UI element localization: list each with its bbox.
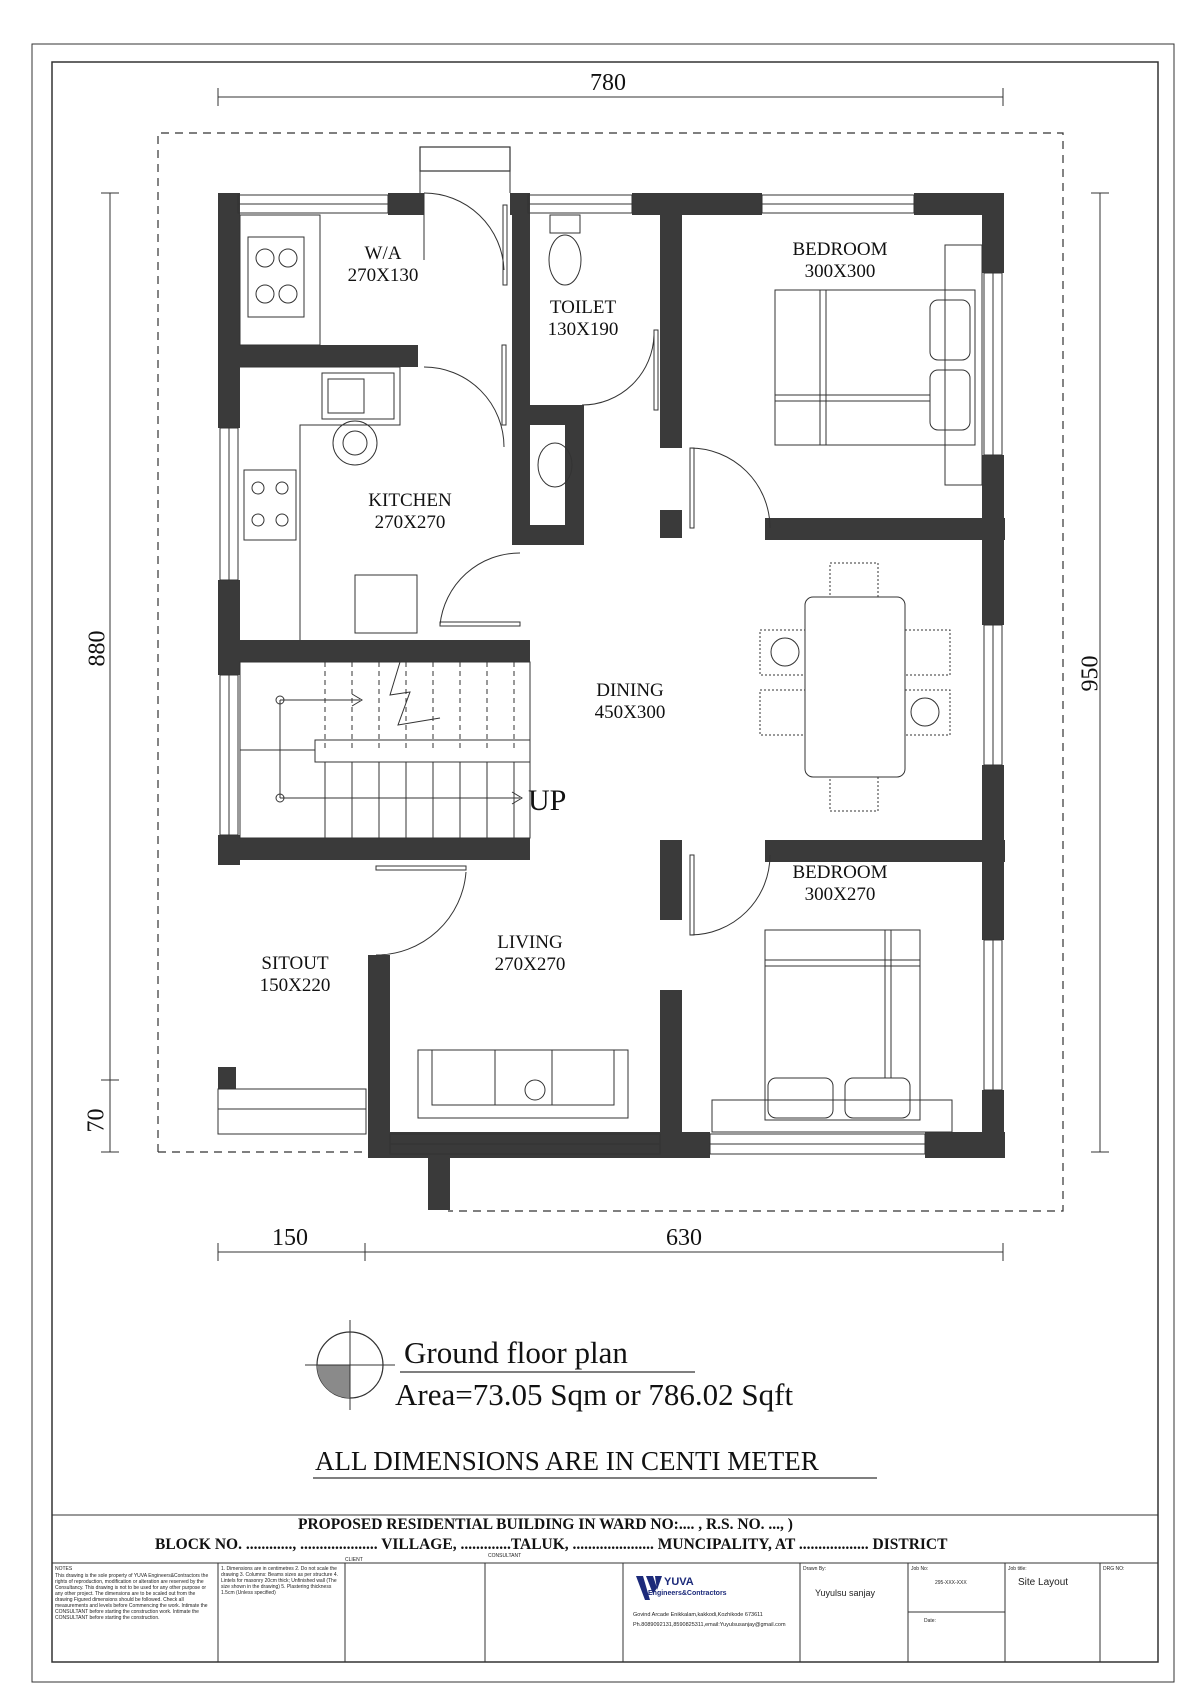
room-size: 270X270: [374, 512, 446, 533]
wa-counter: [240, 215, 320, 345]
room-size: 150X220: [259, 975, 331, 996]
dimension-bottom-left: 150: [272, 1225, 308, 1251]
room-name: KITCHEN: [368, 490, 452, 511]
dimension-right: 950: [1077, 655, 1104, 692]
room-name: BEDROOM: [792, 862, 888, 883]
dimension-left-small: 70: [83, 1108, 110, 1133]
room-dining: [560, 680, 700, 724]
room-bedroom-1: [765, 239, 915, 283]
dining-table: [760, 563, 950, 811]
company-address: Govind Arcade Enikkalam,kakkodi,Kozhikode 673611: [633, 1612, 763, 1618]
staircase: [240, 662, 530, 838]
notes-heading: NOTES: [55, 1566, 73, 1572]
job-no-label: Job No:: [911, 1566, 929, 1572]
date-label: Date:: [924, 1618, 936, 1624]
project-line-2: BLOCK NO. ............, .................... VILLAGE, .............TALUK, ..................... MUNCIPALITY, AT .................. DISTRICT: [155, 1536, 948, 1553]
notes-text: This drawing is the sole property of YUVA Engineers&Contractors the rights of reproduction, modification or alteration are reserved by the Consultancy. This drawing is not to be used for any other purpose or any other project. The dimensions are to be scaled out from the drawing Figured dimensions should be followed. Check all measurements and levels before Commencing the work. Intimate the CONSULTANT before starting the construction work. Intimate the CONSULTANT before starting the construction.: [55, 1573, 209, 1621]
spec-notes: 1. Dimensions are in centimetres 2. Do not scale the drawing 3. Columns: Beams sizes as per structure 4. Lintels for masonry 20cm thick; Unfinished wall (The size shown in the drawing) 5. Plastering thickness 1.5cm (Unless specified): [221, 1566, 338, 1596]
dimension-bottom-right: 630: [666, 1225, 702, 1251]
drawn-by: Yuyulsu sanjay: [815, 1588, 876, 1598]
room-living: [460, 932, 600, 976]
room-sitout: [230, 953, 360, 997]
company-name: YUVA: [664, 1576, 694, 1588]
dimension-top: 780: [590, 70, 626, 96]
job-title: Site Layout: [1018, 1577, 1069, 1588]
drawn-by-label: Drawn By:: [803, 1566, 827, 1572]
company-sub: Engineers&Contractors: [648, 1590, 727, 1597]
stair-up-label: UP: [528, 784, 567, 817]
drg-no-label: DRG NO:: [1103, 1566, 1125, 1572]
plot-boundary: [158, 133, 1063, 1211]
company-contact: Ph.8089092131,8590825311,email:Yuyulsusanjay@gmail.com: [633, 1622, 786, 1628]
room-name: DINING: [596, 680, 664, 701]
room-kitchen: [340, 490, 480, 534]
room-size: 450X300: [594, 702, 666, 723]
north-symbol: [305, 1320, 395, 1410]
job-title-label: Job title:: [1008, 1566, 1027, 1572]
job-no: 295-XXX-XXX: [935, 1580, 967, 1586]
sofa: [418, 1050, 628, 1118]
room-wa: [318, 243, 448, 287]
client-label: CLIENT: [345, 1557, 363, 1563]
room-name: BEDROOM: [792, 239, 888, 260]
room-bedroom-2: [765, 862, 915, 906]
room-name: LIVING: [497, 932, 563, 953]
room-name: W/A: [364, 243, 402, 264]
project-line-1: PROPOSED RESIDENTIAL BUILDING IN WARD NO:.... , R.S. NO. ..., ): [298, 1516, 793, 1533]
room-size: 270X130: [347, 265, 419, 286]
room-name: SITOUT: [261, 953, 329, 974]
bed-2: [712, 930, 952, 1132]
room-name: TOILET: [549, 297, 617, 318]
room-size: 270X270: [494, 954, 566, 975]
consultant-label: CONSULTANT: [488, 1553, 522, 1559]
dimension-left: 880: [84, 630, 111, 667]
room-size: 130X190: [547, 319, 619, 340]
plan-title: Ground floor plan: [404, 1335, 628, 1370]
room-toilet: [528, 297, 638, 341]
units-note: ALL DIMENSIONS ARE IN CENTI METER: [315, 1446, 819, 1476]
room-size: 300X270: [804, 884, 876, 905]
area-text: Area=73.05 Sqm or 786.02 Sqft: [395, 1377, 794, 1412]
room-size: 300X300: [804, 261, 876, 282]
